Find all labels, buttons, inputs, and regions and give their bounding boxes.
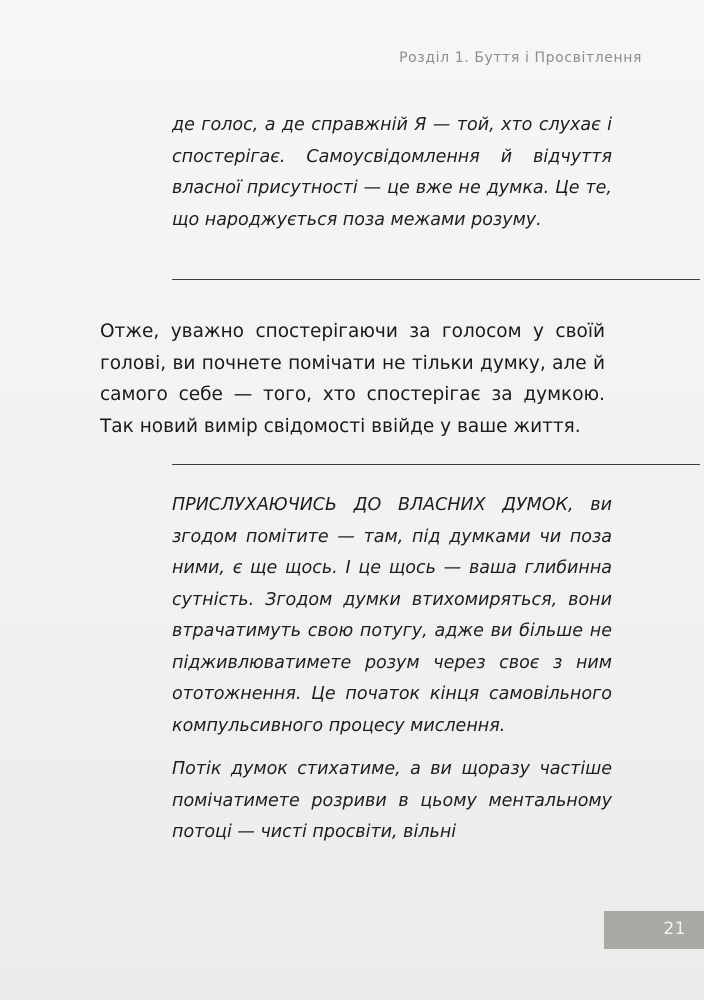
body-paragraph-block (100, 316, 605, 442)
quote-block-top (172, 110, 612, 236)
quote-block-bottom (172, 490, 612, 849)
quote-top-text: де голос, а де справжній Я — той, хто слухає і спостерігає. Самоусвідомлення й відчуття власної присутності — це вже не думка. Це те, що народжується поза межами розуму. (172, 115, 612, 230)
divider-rule-top (172, 279, 700, 280)
divider-rule-middle (172, 464, 700, 465)
quote-bottom-paragraph-1: ПРИСЛУХАЮЧИСЬ ДО ВЛАСНИХ ДУМОК, ви згодом помітите — там, під думками чи поза ними, є ще щось. І це щось — ваша глибинна сутність. Згодом думки втихомиряться, вони втрачатимуть свою потугу, адже ви більше не підживлюватимете розум через своє з ним ототожнення. Це початок кінця самовільного компульсивного процесу мислення. (172, 495, 612, 736)
page-number: 21 (663, 919, 686, 939)
body-paragraph: Отже, уважно спостерігаючи за голосом у своїй голові, ви почнете помічати не тільки думку, але й самого себе — того, хто спостерігає за думкою. Так новий вимір свідомості ввійде у ваше життя. (100, 321, 605, 437)
running-head: Розділ 1. Буття і Просвітлення (399, 50, 642, 66)
quote-bottom-paragraph-2: Потік думок стихатиме, а ви щоразу частіше помічатимете розриви в цьому ментальному потоці — чисті просвіти, вільні (172, 759, 612, 842)
page-number-tab (604, 911, 704, 949)
